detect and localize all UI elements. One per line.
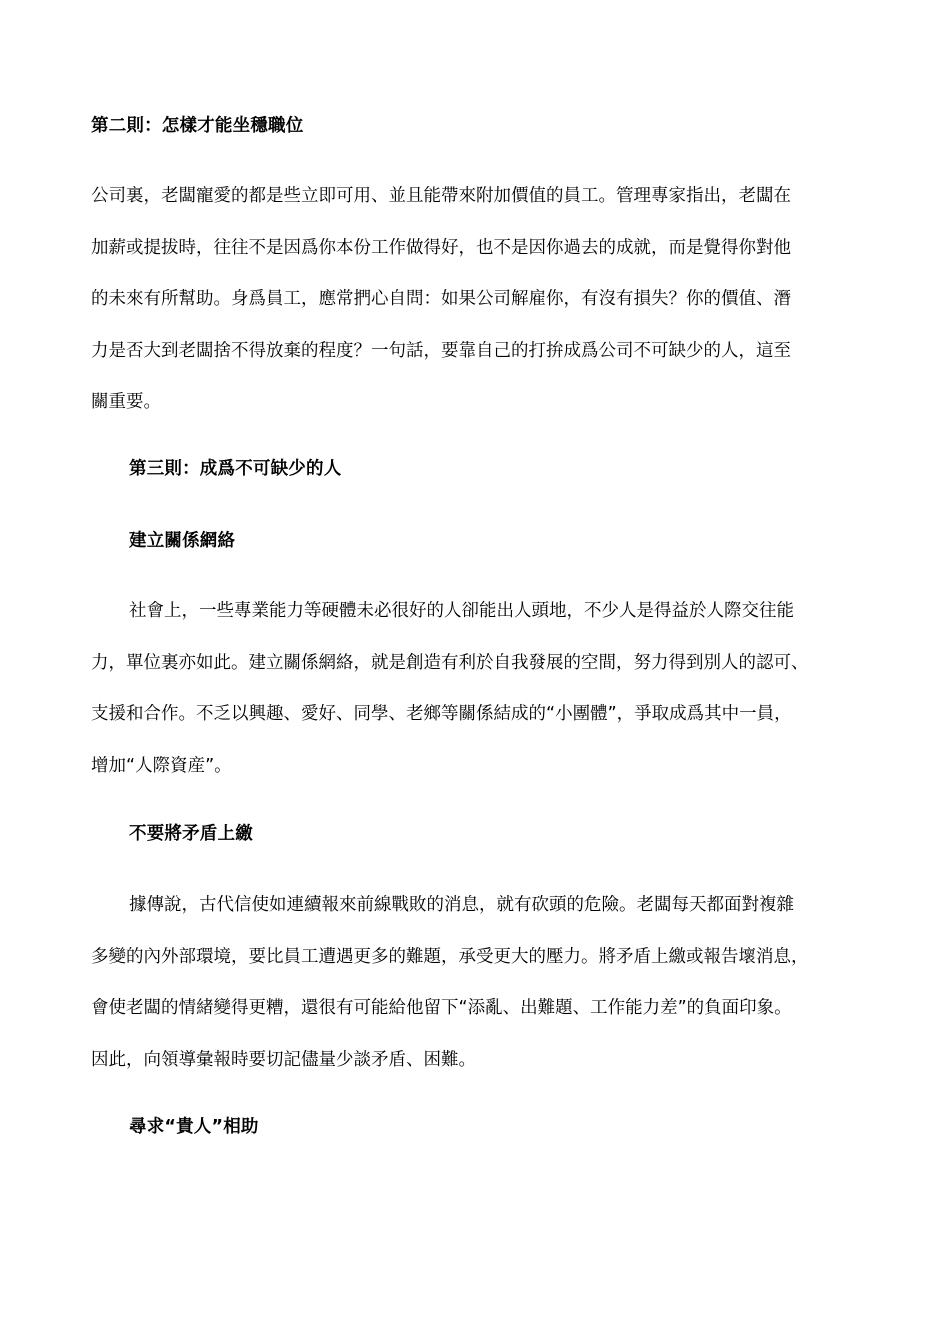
section-heading-3: 第三則：成爲不可缺少的人: [129, 459, 342, 479]
paragraph-keep-position: [91, 171, 871, 429]
paragraph-line: 力，單位裏亦如此。建立關係網絡，就是創造有利於自我發展的空間，努力得到別人的認可、: [91, 652, 809, 673]
paragraph-line: 加薪或提拔時，往往不是因爲你本份工作做得好，也不是因你過去的成就，而是覺得你對他: [91, 237, 791, 258]
section-heading-2: 第二則：怎樣才能坐穩職位: [91, 116, 304, 136]
paragraph-line: 增加“人際資産”。: [91, 755, 232, 776]
paragraph-line: 的未來有所幫助。身爲員工，應常捫心自問：如果公司解雇你，有沒有損失？你的價值、潛: [91, 289, 791, 309]
paragraph-line: 會使老闆的情緒變得更糟，還很有可能給他留下“添亂、出難題、工作能力差”的負面印象。: [91, 998, 792, 1018]
subheading-mentor: 尋求“貴人”相助: [129, 1117, 259, 1137]
paragraph-line: 支援和合作。不乏以興趣、愛好、同學、老鄉等關係結成的“小團體”，爭取成爲其中一員，: [91, 704, 792, 724]
paragraph-line: 公司裏，老闆寵愛的都是些立即可用、並且能帶來附加價值的員工。管理專家指出，老闆在: [91, 186, 791, 206]
subheading-network: 建立關係網絡: [129, 531, 236, 551]
subheading-no-conflicts: 不要將矛盾上繳: [129, 824, 253, 844]
paragraph-line: 關重要。: [91, 392, 161, 412]
paragraph-line: 據傳說，古代信使如連續報來前線戰敗的消息，就有砍頭的危險。老闆每天都面對複雜: [129, 895, 794, 915]
paragraph-no-conflicts: [91, 880, 871, 1086]
paragraph-line: 多變的內外部環境，要比員工遭遇更多的難題，承受更大的壓力。將矛盾上繳或報告壞消息，: [91, 946, 809, 967]
paragraph-line: 因此，向領導彙報時要切記儘量少談矛盾、困難。: [91, 1049, 476, 1070]
paragraph-line: 社會上，一些專業能力等硬體未必很好的人卻能出人頭地，不少人是得益於人際交往能: [129, 601, 794, 621]
paragraph-line: 力是否大到老闆捨不得放棄的程度？一句話，要靠自己的打拚成爲公司不可缺少的人，這至: [91, 340, 791, 361]
paragraph-network: [91, 586, 871, 792]
